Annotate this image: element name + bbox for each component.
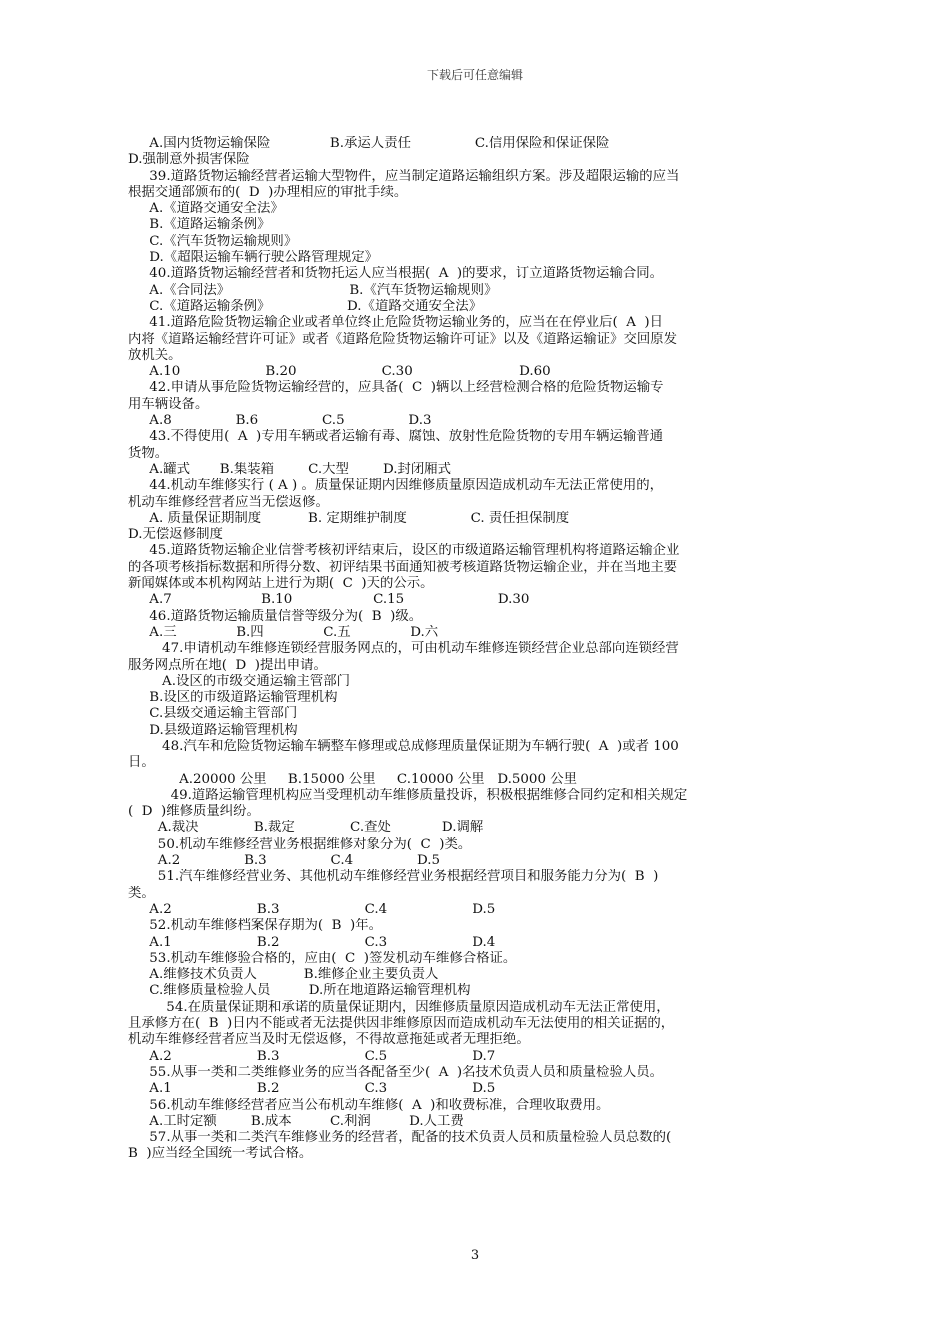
text-line: 51.汽车维修经营业务、其他机动车维修经营业务根据经营项目和服务能力分为( B ) <box>128 869 659 885</box>
text-line: A.2 B.3 C.4 D.5 <box>128 901 496 917</box>
text-line: A.7 B.10 C.15 D.30 <box>128 592 530 608</box>
text-line: 45.道路货物运输企业信誉考核初评结束后，设区的市级道路运输管理机构将道路运输企业 <box>128 543 680 559</box>
text-line: B.《道路运输条例》 <box>128 217 271 233</box>
text-line: 44.机动车维修实行 ( A ) 。质量保证期内因维修质量原因造成机动车无法正常使用的， <box>128 478 664 494</box>
text-line: A.1 B.2 C.3 D.4 <box>128 934 496 950</box>
text-line: A.国内货物运输保险 B.承运人责任 C.信用保险和保证保险 <box>128 136 610 151</box>
text-line: 且承修方在( B )日内不能或者无法提供因非维修原因而造成机动车无法使用的相关证据的， <box>128 1016 675 1032</box>
text-line: 54.在质量保证期和承诺的质量保证期内，因维修质量原因造成机动车无法正常使用， <box>128 999 670 1015</box>
text-line: 服务网点所在地( D )提出申请。 <box>128 657 327 673</box>
text-line: D.县级道路运输管理机构 <box>128 722 298 738</box>
text-line: 40.道路货物运输经营者和货物托运人应当根据( A )的要求，订立道路货物运输合同。 <box>128 266 664 282</box>
text-line: 42.申请从事危险货物运输经营的，应具备( C )辆以上经营检测合格的危险货物运输专 <box>128 380 664 396</box>
text-line: 49.道路运输管理机构应当受理机动车维修质量投诉，积极根据维修合同约定和相关规定 <box>128 787 688 803</box>
text-line: A.《道路交通安全法》 <box>128 201 284 217</box>
text-line: A.工时定额 B.成本 C.利润 D.人工费 <box>128 1113 464 1129</box>
text-line: 47.申请机动车维修连锁经营服务网点的，可由机动车维修连锁经营企业总部向连锁经营 <box>128 641 679 657</box>
text-line: 内将《道路运输经营许可证》或者《道路危险货物运输许可证》以及《道路运输证》交回原发 <box>128 331 678 347</box>
text-line: A.维修技术负责人 B.维修企业主要负责人 <box>128 967 439 983</box>
text-line: 52.机动车维修档案保存期为( B )年。 <box>128 918 382 934</box>
text-line: 用车辆设备。 <box>128 396 209 412</box>
text-line: 50.机动车维修经营业务根据维修对象分为( C )类。 <box>128 836 472 852</box>
text-line: 48.汽车和危险货物运输车辆整车修理或总成修理质量保证期为车辆行驶( A )或者 100 <box>128 738 679 754</box>
text-line: 39.道路货物运输经营者运输大型物件，应当制定道路运输组织方案。涉及超限运输的应当 <box>128 168 680 184</box>
text-line: A.1 B.2 C.3 D.5 <box>128 1081 496 1097</box>
text-line: A.2 B.3 C.4 D.5 <box>128 853 440 869</box>
text-line: ( D )维修质量纠纷。 <box>128 804 260 820</box>
text-line: C.县级交通运输主管部门 <box>128 706 298 722</box>
text-line: 41.道路危险货物运输企业或者单位终止危险货物运输业务的，应当在在停业后( A )日 <box>128 315 664 331</box>
text-line: A.10 B.20 C.30 D.60 <box>128 364 551 380</box>
text-line: A.罐式 B.集装箱 C.大型 D.封闭厢式 <box>128 461 452 477</box>
text-line: D.无偿返修制度 <box>128 527 223 543</box>
text-line: 43.不得使用( A )专用车辆或者运输有毒、腐蚀、放射性危险货物的专用车辆运输普通 <box>128 429 664 445</box>
text-line: 53.机动车维修验合格的，应由( C )签发机动车维修合格证。 <box>128 950 517 966</box>
text-line: C.维修质量检验人员 D.所在地道路运输管理机构 <box>128 983 471 999</box>
text-line: 根据交通部颁布的( D )办理相应的审批手续。 <box>128 184 408 200</box>
text-line: A. 质量保证期制度 B. 定期维护制度 C. 责任担保制度 <box>128 510 570 526</box>
text-line: C.《汽车货物运输规则》 <box>128 233 298 249</box>
page-header-note: 下载后可任意编辑 <box>426 68 523 82</box>
text-line: B.设区的市级道路运输管理机构 <box>128 690 338 706</box>
text-line: C.《道路运输条例》 D.《道路交通安全法》 <box>128 298 483 314</box>
text-line: 机动车维修经营者应当无偿返修。 <box>128 494 329 510</box>
text-line: A.8 B.6 C.5 D.3 <box>128 413 432 429</box>
text-line: 日。 <box>128 755 155 771</box>
page-number: 3 <box>470 1248 480 1263</box>
text-line: A.设区的市级交通运输主管部门 <box>128 673 351 689</box>
text-line: 55.从事一类和二类维修业务的应当各配备至少( A )名技术负责人员和质量检验人员。 <box>128 1064 664 1080</box>
text-line: B )应当经全国统一考试合格。 <box>128 1146 313 1162</box>
text-line: 57.从事一类和二类汽车维修业务的经营者，配备的技术负责人员和质量检验人员总数的( <box>128 1130 672 1146</box>
text-line: 放机关。 <box>128 347 182 363</box>
text-line: A.《合同法》 B.《汽车货物运输规则》 <box>128 282 498 298</box>
text-line: A.裁决 B.裁定 C.查处 D.调解 <box>128 820 484 836</box>
document-body <box>128 136 828 1163</box>
text-line: 46.道路货物运输质量信誉等级分为( B )级。 <box>128 608 423 624</box>
text-line: 的各项考核指标数据和所得分数、初评结果书面通知被考核道路货物运输企业，并在当地主要 <box>128 559 678 575</box>
text-line: A.20000 公里 B.15000 公里 C.10000 公里 D.5000 公里 <box>128 771 577 787</box>
text-line: 新闻媒体或本机构网站上进行为期( C )天的公示。 <box>128 576 434 592</box>
text-line: A.2 B.3 C.5 D.7 <box>128 1048 496 1064</box>
text-line: A.三 B.四 C.五 D.六 <box>128 624 439 640</box>
text-line: D.《超限运输车辆行驶公路管理规定》 <box>128 250 379 266</box>
text-line: 56.机动车维修经营者应当公布机动车维修( A )和收费标准，合理收取费用。 <box>128 1097 610 1113</box>
text-line: D.强制意外损害保险 <box>128 152 250 168</box>
text-line: 机动车维修经营者应当及时无偿返修，不得故意拖延或者无理拒绝。 <box>128 1032 530 1048</box>
text-line: 货物。 <box>128 445 169 461</box>
text-line: 类。 <box>128 885 155 901</box>
